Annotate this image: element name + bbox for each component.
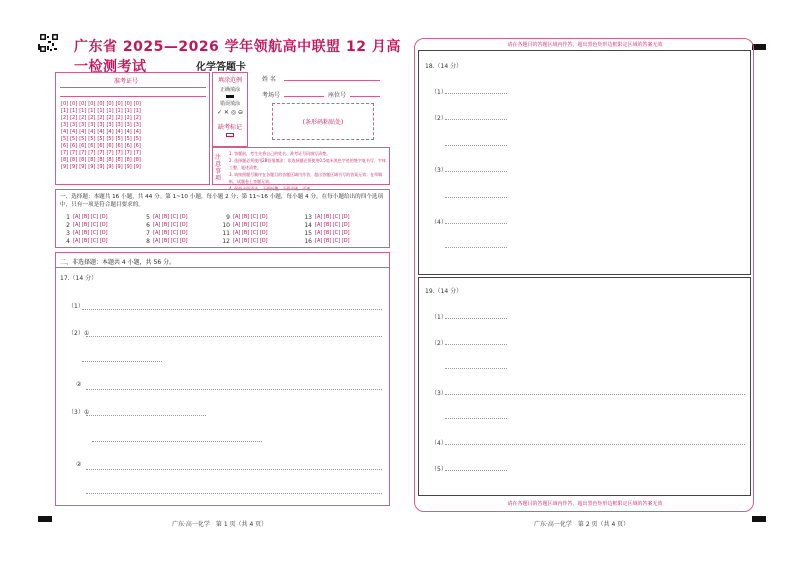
- q18-part-2-answer-line-2[interactable]: [445, 145, 507, 146]
- notice-lines: 1. 答题前，考生先将自己的姓名、准考证号码填写清楚。 2. 选择题必须使用2B铅笔填涂；非选择题必须使用0.5毫米黑色字迹的签字笔书写，字体工整、笔迹清楚。 3. 请按照题号顺序在各题目的答题区域内作答，超出答题区域书写的答案无效；在草稿纸、试题卷上答题无效。 4. 保持卡面清洁，不要折叠，不要弄破、弄皱。: [229, 151, 386, 191]
- correct-fill-label: 正确填涂: [219, 87, 240, 93]
- q17-heading: 17.（14 分）: [60, 275, 98, 282]
- exam-number-label: 准考证号: [114, 78, 139, 85]
- q19-part-5-label: （5）: [431, 466, 447, 473]
- mc-question[interactable]: 15 [A] [B] [C] [D]: [304, 229, 350, 237]
- section1-heading: 一、选择题：本题共 16 小题，共 44 分。第 1~10 小题，每小题 2 分；第 11~16 小题，每小题 4 分。在每小题给出的四个选项中，只有一项是符合题目要求的。: [60, 194, 384, 208]
- right-top-banner: 请在各题目的答题区域内作答，超出黑色矩形边框限定区域的答案无效: [507, 42, 663, 48]
- q17-part-3a-answer-line[interactable]: [86, 415, 206, 416]
- q18-part-1-answer-line[interactable]: [445, 93, 507, 94]
- correct-fill-mark: [226, 95, 234, 98]
- mc-group-4: [302, 213, 350, 245]
- q18-part-1-label: （1）: [431, 89, 447, 96]
- q19-part-3-answer-line-2[interactable]: [445, 418, 507, 419]
- q18-part-2-label: （2）: [431, 115, 447, 122]
- q19-part-2-answer-line-2[interactable]: [445, 368, 507, 369]
- digit-column: [0] [1] [2] [3] [4] [5] [6] [7] [8] [9]: [61, 101, 69, 170]
- digit-column: [0] [1] [2] [3] [4] [5] [6] [7] [8] [9]: [124, 101, 132, 170]
- q18-part-3-answer-line[interactable]: [445, 171, 507, 172]
- q19-box: [418, 277, 751, 496]
- mc-question[interactable]: 9 [A] [B] [C] [D]: [226, 213, 268, 221]
- q17-part-3b-answer-line[interactable]: [86, 469, 382, 470]
- barcode-sticker-label: (条形码粘贴处): [302, 119, 344, 126]
- notice-label: 注意事项: [215, 154, 222, 182]
- q17-part-3a-answer-line-2[interactable]: [92, 441, 262, 442]
- q17-part-3a-label: （3）①: [68, 409, 90, 416]
- q19-part-3-label: （3）: [431, 390, 447, 397]
- mc-question[interactable]: 4 [A] [B] [C] [D]: [66, 237, 108, 245]
- q19-part-1-answer-line[interactable]: [445, 318, 507, 319]
- q19-heading: 19.（14 分）: [425, 288, 463, 295]
- q17-part-1-label: （1）: [68, 303, 84, 310]
- q17-part-2b-label: ②: [76, 381, 82, 388]
- digit-column: [0] [1] [2] [3] [4] [5] [6] [7] [8] [9]: [97, 101, 105, 170]
- q19-part-2-label: （2）: [431, 340, 447, 347]
- name-field[interactable]: [284, 80, 380, 81]
- mc-group-2: [140, 213, 188, 245]
- digit-column: [0] [1] [2] [3] [4] [5] [6] [7] [8] [9]: [106, 101, 114, 170]
- room-field[interactable]: [284, 96, 324, 97]
- q17-part-2a-answer-line-2[interactable]: [82, 361, 162, 362]
- q17-part-3b-answer-line-2[interactable]: [86, 493, 382, 494]
- mc-question[interactable]: 2 [A] [B] [C] [D]: [66, 221, 108, 229]
- wrong-fill-marks: ✓ ✕ ◎ ⊖: [216, 109, 244, 116]
- section2-divider: [56, 267, 389, 268]
- q19-part-3-answer-line[interactable]: [445, 394, 745, 395]
- name-label: 姓 名: [262, 76, 276, 83]
- q19-part-4-answer-line[interactable]: [445, 444, 745, 445]
- q18-box: [418, 50, 751, 275]
- section2-heading: 二、非选择题：本题共 4 小题，共 56 分。: [60, 259, 176, 266]
- fill-sample-box: [212, 72, 248, 147]
- digit-column: [0] [1] [2] [3] [4] [5] [6] [7] [8] [9]: [70, 101, 78, 170]
- mc-question[interactable]: 8 [A] [B] [C] [D]: [146, 237, 188, 245]
- mc-question[interactable]: 16 [A] [B] [C] [D]: [304, 237, 350, 245]
- wrong-fill-label: 错误填涂: [219, 101, 240, 107]
- digit-column: [0] [1] [2] [3] [4] [5] [6] [7] [8] [9]: [88, 101, 96, 170]
- section-free-response: [55, 252, 390, 506]
- notice-box: [212, 147, 390, 191]
- absent-checkbox[interactable]: [226, 133, 234, 137]
- exam-number-bubble-grid[interactable]: [61, 101, 207, 181]
- q17-part-2a-label: （2）①: [68, 330, 90, 337]
- page-subtitle: 化学答题卡: [196, 62, 246, 73]
- exam-number-entry-row: [60, 87, 206, 97]
- q18-part-2-answer-line[interactable]: [445, 119, 507, 120]
- mc-question[interactable]: 1 [A] [B] [C] [D]: [66, 213, 108, 221]
- q17-part-3b-label: ②: [76, 461, 82, 468]
- q17-part-1-answer-line[interactable]: [82, 309, 382, 310]
- seat-field[interactable]: [350, 96, 380, 97]
- mc-question[interactable]: 7 [A] [B] [C] [D]: [146, 229, 188, 237]
- page-title: 广东省 2025—2026 学年领航高中联盟 12 月高一检测考试: [74, 39, 401, 75]
- q17-part-2a-answer-line[interactable]: [86, 336, 382, 337]
- corner-mark-top-right: [752, 44, 766, 50]
- mc-question[interactable]: 14 [A] [B] [C] [D]: [304, 221, 350, 229]
- mc-question[interactable]: 5 [A] [B] [C] [D]: [146, 213, 188, 221]
- corner-mark-bottom-right: [752, 516, 766, 522]
- digit-column: [0] [1] [2] [3] [4] [5] [6] [7] [8] [9]: [115, 101, 123, 170]
- barcode-sticker-area: [272, 103, 374, 140]
- absent-label: 缺考标记: [217, 124, 242, 131]
- room-label: 考场号: [262, 92, 281, 99]
- fill-sample-label: 填涂范例: [217, 77, 242, 84]
- q17-part-2b-answer-line[interactable]: [86, 389, 382, 390]
- digit-column: [0] [1] [2] [3] [4] [5] [6] [7] [8] [9]: [133, 101, 141, 170]
- q19-part-4-label: （4）: [431, 440, 447, 447]
- section-multiple-choice: [55, 189, 390, 248]
- q18-heading: 18.（14 分）: [425, 63, 463, 70]
- q19-part-5-answer-line[interactable]: [445, 470, 507, 471]
- q19-part-2-answer-line[interactable]: [445, 344, 507, 345]
- footer-left: 广东·高一化学 第 1 页（共 4 页）: [172, 521, 268, 528]
- seat-label: 座位号: [328, 92, 347, 99]
- mc-question[interactable]: 11 [A] [B] [C] [D]: [222, 229, 268, 237]
- mc-question[interactable]: 3 [A] [B] [C] [D]: [66, 229, 108, 237]
- digit-column: [0] [1] [2] [3] [4] [5] [6] [7] [8] [9]: [79, 101, 87, 170]
- footer-right: 广东·高一化学 第 2 页（共 4 页）: [534, 521, 630, 528]
- right-bottom-banner: 请在各题目的答题区域内作答，超出黑色矩形边框限定区域的答案无效: [507, 501, 663, 507]
- q18-part-3-answer-line-2[interactable]: [445, 197, 507, 198]
- mc-group-1: [60, 213, 108, 245]
- mc-question[interactable]: 10 [A] [B] [C] [D]: [222, 221, 268, 229]
- mc-question[interactable]: 12 [A] [B] [C] [D]: [222, 237, 268, 245]
- q18-part-4-answer-line[interactable]: [445, 223, 507, 224]
- qr-code-icon: [40, 34, 58, 52]
- q19-part-1-label: （1）: [431, 314, 447, 321]
- q18-part-4-label: （4）: [431, 219, 447, 226]
- exam-number-box: [55, 72, 210, 185]
- q18-part-4-answer-line-2[interactable]: [445, 247, 507, 248]
- q18-part-3-label: （3）: [431, 167, 447, 174]
- mc-question[interactable]: 6 [A] [B] [C] [D]: [146, 221, 188, 229]
- mc-group-3: [220, 213, 268, 245]
- mc-question[interactable]: 13 [A] [B] [C] [D]: [304, 213, 350, 221]
- corner-mark-bottom-left: [38, 516, 52, 522]
